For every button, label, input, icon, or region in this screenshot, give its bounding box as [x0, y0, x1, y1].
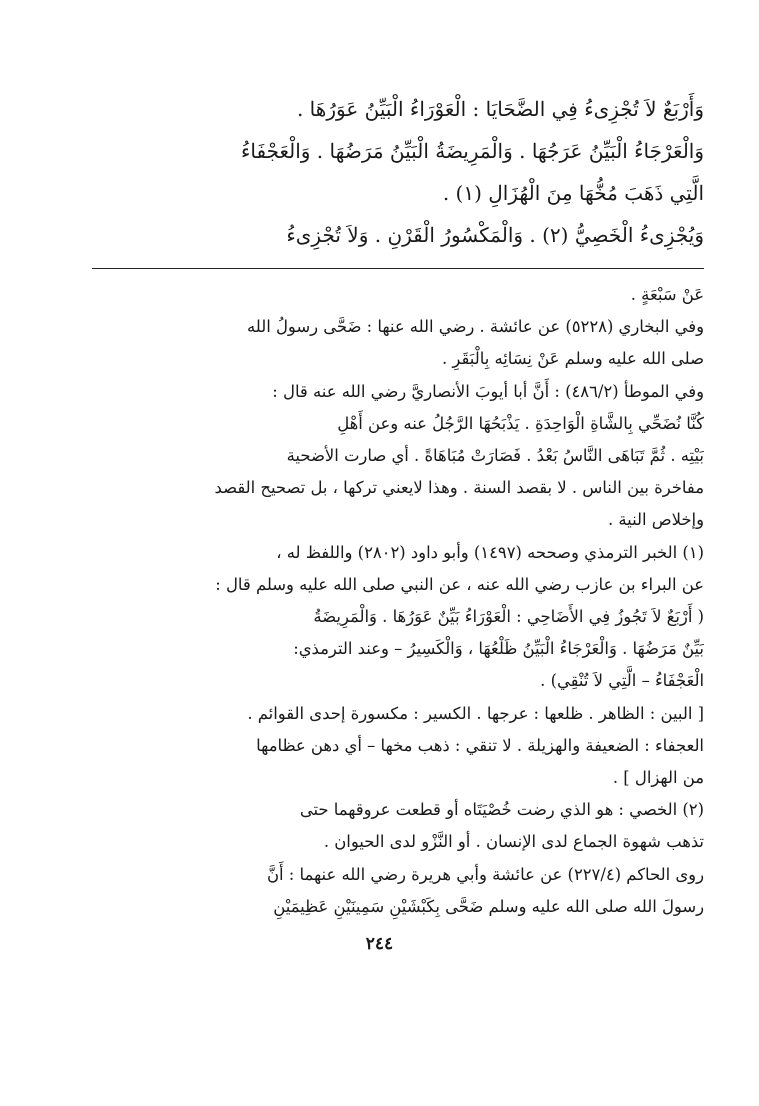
note-line: ( أَرْبَعٌ لاَ تَجُوزُ فِي الأَضَاحِي : الْعَوْرَاءُ بَيِّنٌ عَوَرُهَا . وَالْمَرِيضَةُ — [313, 607, 704, 627]
note-line: وفي الموطأ (٤٨٦/٢) : أَنَّ أبا أيوبَ الأنصاريَّ رضي الله عنه قال : — [272, 381, 704, 401]
note-line: عن البراء بن عازب رضي الله عنه ، عن النبي صلى الله عليه وسلم قال : — [215, 574, 704, 594]
note-line: عَنْ سَبْعَةٍ . — [630, 285, 704, 304]
main-line: الَّتِي ذَهَبَ مُخُّهَا مِنَ الْهُزَالِ (١) . — [442, 181, 704, 205]
note-line: [ البين : الظاهر . ظلعها : عرجها . الكسير : مكسورة إحدى القوائم . — [247, 703, 704, 723]
note-line: مفاخرة بين الناس . لا بقصد السنة . وهذا لايعني تركها ، بل تصحيح القصد — [214, 478, 704, 498]
note-line: وفي البخاري (٥٢٢٨) عن عائشة . رضي الله عنها : ضَحَّى رسولُ الله — [247, 317, 704, 337]
main-line: وَأَرْبَعٌ لاَ تُجْزِىءُ فِي الضَّحَايَا : الْعَوْرَاءُ الْبَيِّنُ عَوَرُهَا . — [296, 97, 704, 121]
note-line: من الهزال ] . — [612, 768, 704, 788]
footnote-separator — [92, 268, 704, 269]
note-line: بَيْتِه . ثُمَّ تَبَاهَى النَّاسُ بَعْدُ . فَصَارَتْ مُبَاهَاةً . أي صارت الأضحية — [286, 446, 704, 466]
note-line: رسولَ الله صلى الله عليه وسلم ضَحَّى بِكَبْشَيْنِ سَمِينَيْنِ عَظِيمَيْنِ — [273, 896, 704, 916]
note-line: تذهب شهوة الجماع لدى الإنسان . أو النَّزْو لدى الحيوان . — [323, 832, 704, 852]
note-line: بَيِّنٌ مَرَضُهَا . وَالْعَرْجَاءُ الْبَيِّنُ ظَلْعُهَا ، وَالْكَسِيرُ – وعند الترمذي: — [293, 639, 704, 659]
main-line: وَالْعَرْجَاءُ الْبَيِّنُ عَرَجُهَا . وَالْمَرِيضَةُ الْبَيِّنُ مَرَضُهَا . وَالْعَجْفَاءُ — [240, 139, 704, 163]
note-line: صلى الله عليه وسلم عَنْ نِسَائِه بِالْبَقَرِ . — [442, 349, 704, 369]
note-line: كُنَّا نُضَحِّي بِالشَّاةِ الْوَاحِدَةِ . يَذْبَحُهَا الرَّجُلُ عنه وعن أَهْلِ — [337, 413, 704, 433]
note-line: (٢) الخصي : هو الذي رضت خُصْيَتَاه أو قطعت عروقهما حتى — [299, 800, 704, 820]
page-content — [92, 88, 704, 923]
footnotes — [92, 279, 704, 923]
note-line: (١) الخبر الترمذي وصححه (١٤٩٧) وأبو داود (٢٨٠٢) واللفظ له ، — [276, 542, 704, 562]
note-line: العجفاء : الضعيفة والهزيلة . لا تنقي : ذهب مخها – أي دهن عظامها — [256, 735, 704, 755]
page-number: ٢٤٤ — [365, 934, 394, 954]
note-line: وإخلاص النية . — [607, 510, 704, 530]
note-line: الْعَجْفَاءُ – الَّتِي لاَ تُنْقِي) . — [540, 671, 704, 691]
main-text — [92, 88, 704, 256]
main-line: وَيُجْزِىءُ الْخَصِيُّ (٢) . وَالْمَكْسُورُ الْقَرْنِ . وَلاَ تُجْزِىءُ — [286, 223, 704, 247]
note-line: روى الحاكم (٢٢٧/٤) عن عائشة وأبي هريرة رضي الله عنهما : أَنَّ — [266, 864, 704, 884]
